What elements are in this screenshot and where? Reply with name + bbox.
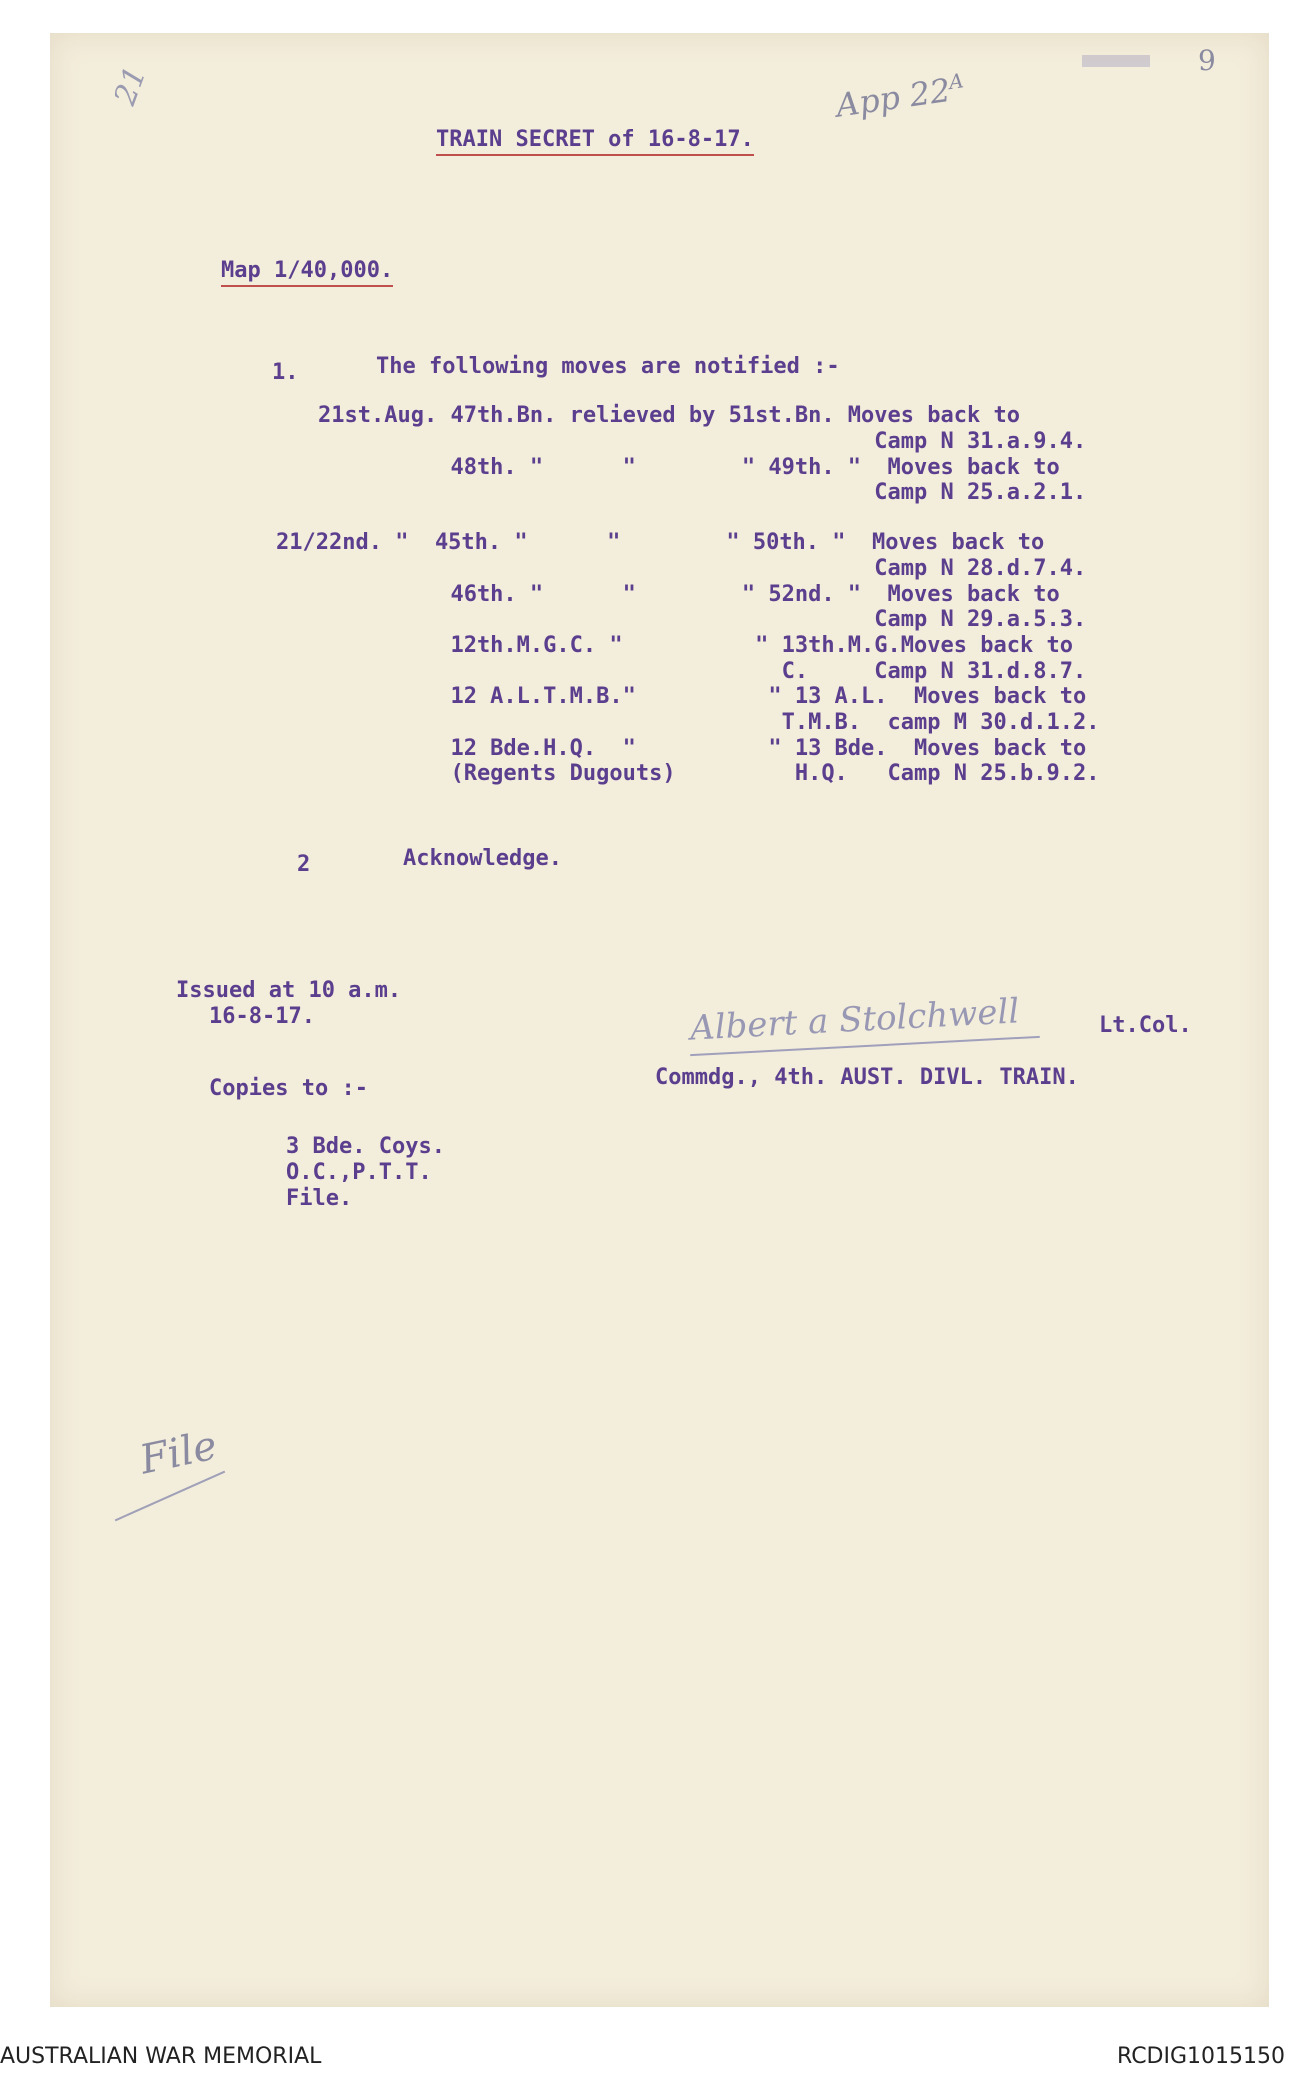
moves-line-4: Camp N 25.a.2.1. xyxy=(318,480,1087,505)
moves-line-1: 21st.Aug. 47th.Bn. relieved by 51st.Bn. Moves back to xyxy=(318,403,1020,428)
para2-number: 2 xyxy=(297,852,311,877)
moves-line-2: Camp N 31.a.9.4. xyxy=(318,429,1087,454)
margin-note-app: App $22^A$ xyxy=(833,68,966,125)
stamp-block xyxy=(1082,55,1150,67)
margin-note-top-left: 21 xyxy=(107,61,154,110)
signature-position: Commdg., 4th. AUST. DIVL. TRAIN. xyxy=(655,1065,1079,1090)
moves-line-9: 12th.M.G.C. " " 13th.M.G.Moves back to xyxy=(318,633,1073,658)
handwritten-file-note: File xyxy=(136,1422,221,1484)
moves-line-10: C. Camp N 31.d.8.7. xyxy=(318,659,1087,684)
map-reference: Map 1/40,000. xyxy=(221,260,393,287)
moves-line-11: 12 A.L.T.M.B." " 13 A.L. Moves back to xyxy=(318,684,1087,709)
moves-line-5: 21/22nd. " 45th. " " " 50th. " Moves back to xyxy=(276,530,1045,555)
document-title: TRAIN SECRET of 16-8-17. xyxy=(436,129,754,156)
moves-line-13: 12 Bde.H.Q. " " 13 Bde. Moves back to xyxy=(318,736,1087,761)
copies-item-3: File. xyxy=(286,1186,353,1211)
copies-item-2: O.C.,P.T.T. xyxy=(286,1160,432,1185)
moves-line-6: Camp N 28.d.7.4. xyxy=(318,556,1087,581)
handwritten-signature: Albert a Stolchwell xyxy=(689,991,1021,1049)
para2-text: Acknowledge. xyxy=(403,846,562,871)
document-page xyxy=(50,33,1269,2007)
moves-line-7: 46th. " " " 52nd. " Moves back to xyxy=(318,582,1060,607)
page-number: 9 xyxy=(1198,44,1216,77)
copies-item-1: 3 Bde. Coys. xyxy=(286,1134,445,1159)
footer-left-label: AUSTRALIAN WAR MEMORIAL xyxy=(0,2044,322,2069)
issued-line-2: 16-8-17. xyxy=(209,1004,315,1029)
moves-line-3: 48th. " " " 49th. " Moves back to xyxy=(318,455,1060,480)
signature-rank: Lt.Col. xyxy=(1099,1013,1192,1038)
moves-line-8: Camp N 29.a.5.3. xyxy=(318,607,1087,632)
footer-right-id: RCDIG1015150 xyxy=(1117,2044,1286,2069)
moves-line-14: (Regents Dugouts) H.Q. Camp N 25.b.9.2. xyxy=(318,761,1100,786)
para1-number: 1. xyxy=(272,360,299,385)
para1-intro: The following moves are notified :- xyxy=(376,354,840,379)
moves-line-12: T.M.B. camp M 30.d.1.2. xyxy=(318,710,1100,735)
issued-line-1: Issued at 10 a.m. xyxy=(176,978,402,1003)
copies-heading: Copies to :- xyxy=(209,1076,368,1101)
